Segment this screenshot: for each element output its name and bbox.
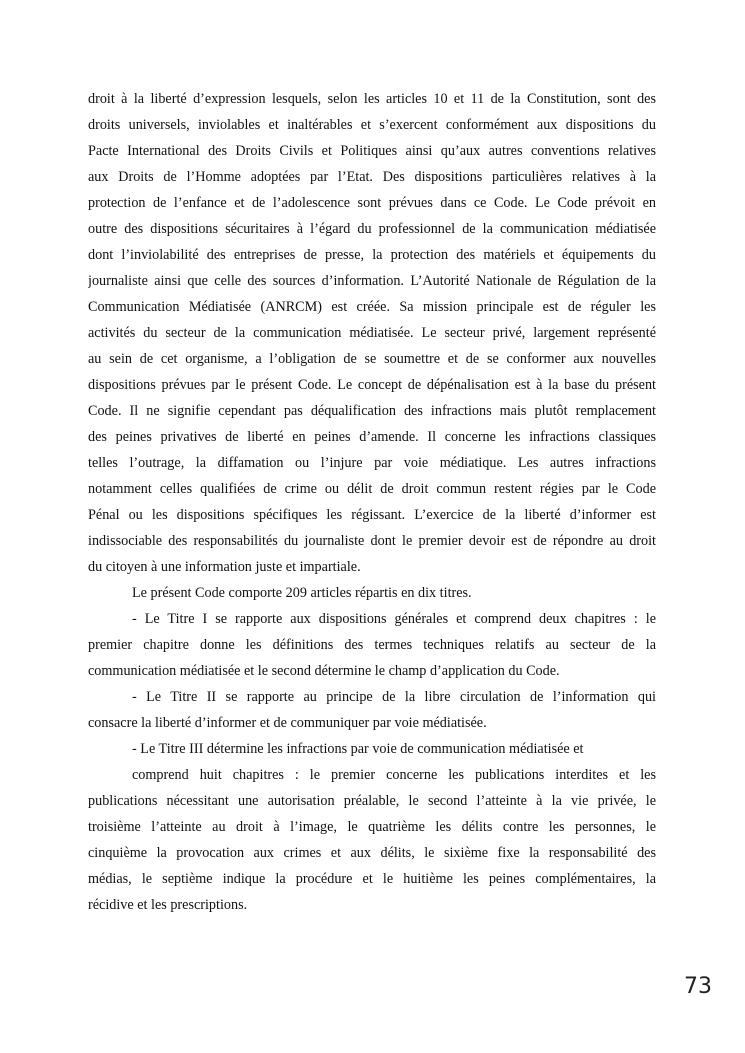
paragraph [88,686,656,738]
text-line: droit à la liberté d’expression lesquels, selon les articles 10 et 11 de la Constitution, sont des [88,91,656,107]
text-line: au sein de cet organisme, a l’obligation de se soumettre et de se conformer aux nouvelles [88,351,656,367]
text-line: troisième l’atteinte au droit à l’image, le quatrième les délits contre les personnes, le [88,819,656,835]
text-line: communication médiatisée et le second détermine le champ d’application du Code. [88,663,560,679]
paragraph [88,582,656,608]
text-line: - Le Titre I se rapporte aux dispositions générales et comprend deux chapitres : le [132,611,656,627]
text-line: premier chapitre donne les définitions des termes techniques relatifs au secteur de la [88,637,656,653]
text-line: publications nécessitant une autorisation préalable, le second l’atteinte à la vie privée, le [88,793,656,809]
paragraph [88,608,656,686]
page-number: 73 [684,974,712,999]
text-line: protection de l’enfance et de l’adolescence sont prévues dans ce Code. Le Code prévoit en [88,195,656,211]
text-line: aux Droits de l’Homme adoptées par l’Etat. Des dispositions particulières relatives à la [88,169,656,185]
text-line: Code. Il ne signifie cependant pas déqualification des infractions mais plutôt remplacement [88,403,656,419]
text-line: du citoyen à une information juste et impartiale. [88,559,361,575]
paragraph [88,764,656,920]
text-line: activités du secteur de la communication médiatisée. Le secteur privé, largement représenté [88,325,656,341]
text-line: droits universels, inviolables et inaltérables et s’exercent conformément aux dispositions du [88,117,656,133]
paragraph [88,738,656,764]
text-line: telles l’outrage, la diffamation ou l’injure par voie médiatique. Les autres infractions [88,455,656,471]
text-line: cinquième la provocation aux crimes et aux délits, le sixième fixe la responsabilité des [88,845,656,861]
text-line: Pénal ou les dispositions spécifiques les régissant. L’exercice de la liberté d’informer est [88,507,656,523]
text-line: outre des dispositions sécuritaires à l’égard du professionnel de la communication médiatisée [88,221,656,237]
text-line: Pacte International des Droits Civils et Politiques ainsi qu’aux autres conventions relatives [88,143,656,159]
text-line: des peines privatives de liberté en peines d’amende. Il concerne les infractions classiques [88,429,656,445]
text-line: - Le Titre III détermine les infractions par voie de communication médiatisée et [132,741,584,757]
text-line: médias, le septième indique la procédure et le huitième les peines complémentaires, la [88,871,656,887]
text-line: journaliste ainsi que celle des sources d’information. L’Autorité Nationale de Régulation de la [88,273,656,289]
text-line: comprend huit chapitres : le premier concerne les publications interdites et les [132,767,656,783]
text-line: - Le Titre II se rapporte au principe de la libre circulation de l’information qui [132,689,656,705]
text-line: indissociable des responsabilités du journaliste dont le premier devoir est de répondre au droit [88,533,656,549]
paragraph [88,88,656,582]
text-line: Communication Médiatisée (ANRCM) est créée. Sa mission principale est de réguler les [88,299,656,315]
text-line: consacre la liberté d’informer et de communiquer par voie médiatisée. [88,715,487,731]
text-line: Le présent Code comporte 209 articles répartis en dix titres. [132,585,472,601]
text-line: récidive et les prescriptions. [88,897,248,913]
body-text [88,88,656,920]
text-line: notamment celles qualifiées de crime ou délit de droit commun restent régies par le Code [88,481,656,497]
text-line: dont l’inviolabilité des entreprises de presse, la protection des matériels et équipements du [88,247,656,263]
text-line: dispositions prévues par le présent Code. Le concept de dépénalisation est à la base du présent [88,377,656,393]
